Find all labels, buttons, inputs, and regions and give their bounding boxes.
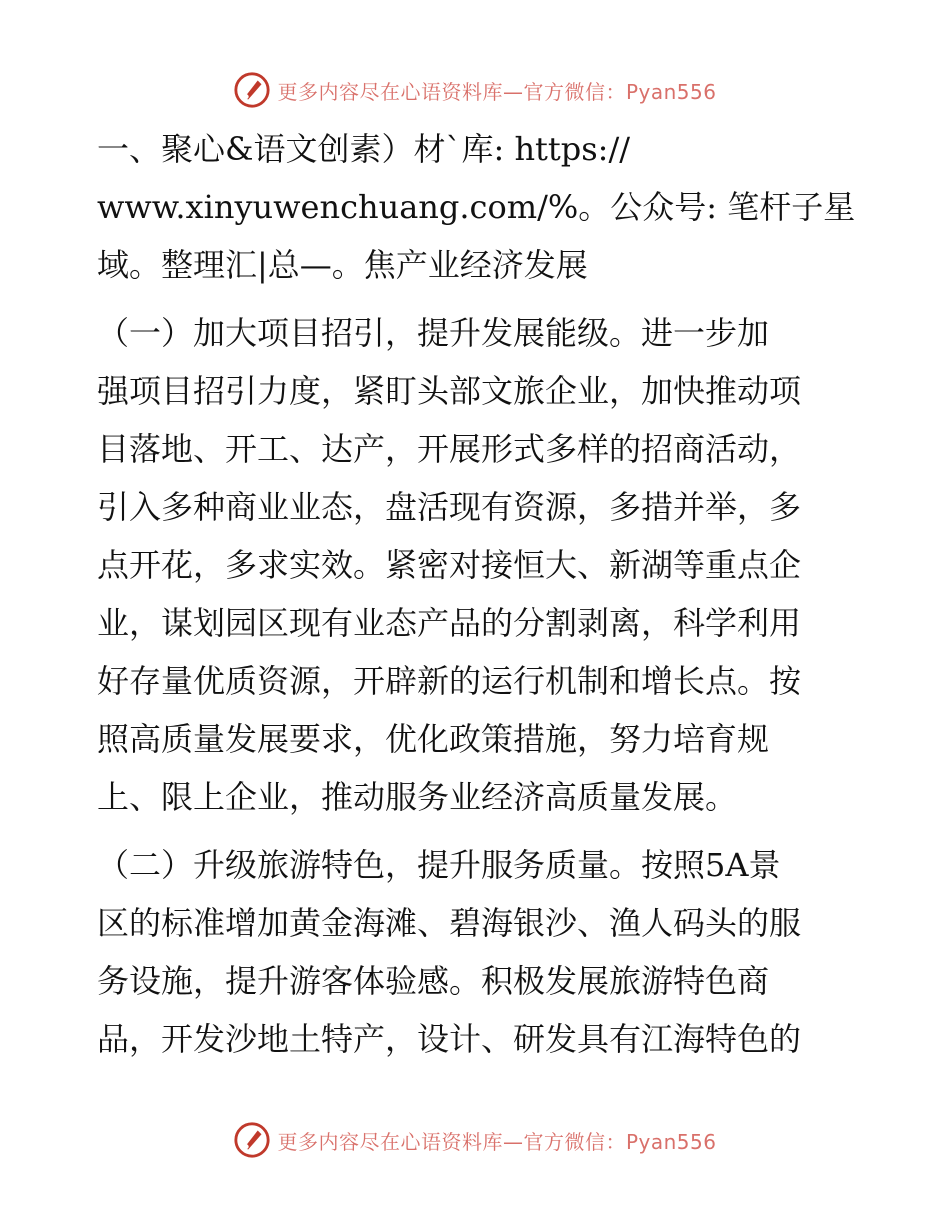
text-line: 上、限上企业，推动服务业经济高质量发展。 <box>97 778 738 816</box>
paragraph-2 <box>97 304 857 826</box>
text-line: 一、聚心&语文创素）材ˋ库: https:// <box>97 130 631 168</box>
text-line: 业，谋划园区现有业态产品的分割剥离，科学利用 <box>97 604 802 642</box>
text-line: （一）加大项目招引，提升发展能级。进一步加 <box>97 314 770 352</box>
text-line: 点开花，多求实效。紧密对接恒大、新湖等重点企 <box>97 546 802 584</box>
text-line: www.xinyuwenchuang.com/%。公众号: 笔杆子星 <box>97 188 856 226</box>
pen-nib-logo-icon <box>233 1121 271 1159</box>
text-line: （二）升级旅游特色，提升服务质量。按照5A景 <box>97 846 781 884</box>
paragraph-1 <box>97 120 857 294</box>
header-watermark <box>0 68 950 112</box>
text-line: 好存量优质资源，开辟新的运行机制和增长点。按 <box>97 662 802 700</box>
text-line: 区的标准增加黄金海滩、碧海银沙、渔人码头的服 <box>97 904 802 942</box>
text-line: 品，开发沙地土特产，设计、研发具有江海特色的 <box>97 1020 802 1058</box>
text-line: 务设施，提升游客体验感。积极发展旅游特色商 <box>97 962 770 1000</box>
text-line: 域。整理汇|总—。焦产业经济发展 <box>97 246 588 284</box>
header-watermark-text: 更多内容尽在心语资料库—官方微信：Pyan556 <box>277 79 717 104</box>
document-body <box>97 120 857 1068</box>
text-line: 引入多种商业业态，盘活现有资源，多措并举，多 <box>97 488 802 526</box>
text-line: 目落地、开工、达产，开展形式多样的招商活动， <box>97 430 802 468</box>
footer-watermark <box>0 1118 950 1162</box>
text-line: 照高质量发展要求，优化政策措施，努力培育规 <box>97 720 770 758</box>
text-line: 强项目招引力度，紧盯头部文旅企业，加快推动项 <box>97 372 802 410</box>
footer-watermark-text: 更多内容尽在心语资料库—官方微信：Pyan556 <box>277 1129 717 1154</box>
paragraph-3 <box>97 836 857 1068</box>
pen-nib-logo-icon <box>233 71 271 109</box>
